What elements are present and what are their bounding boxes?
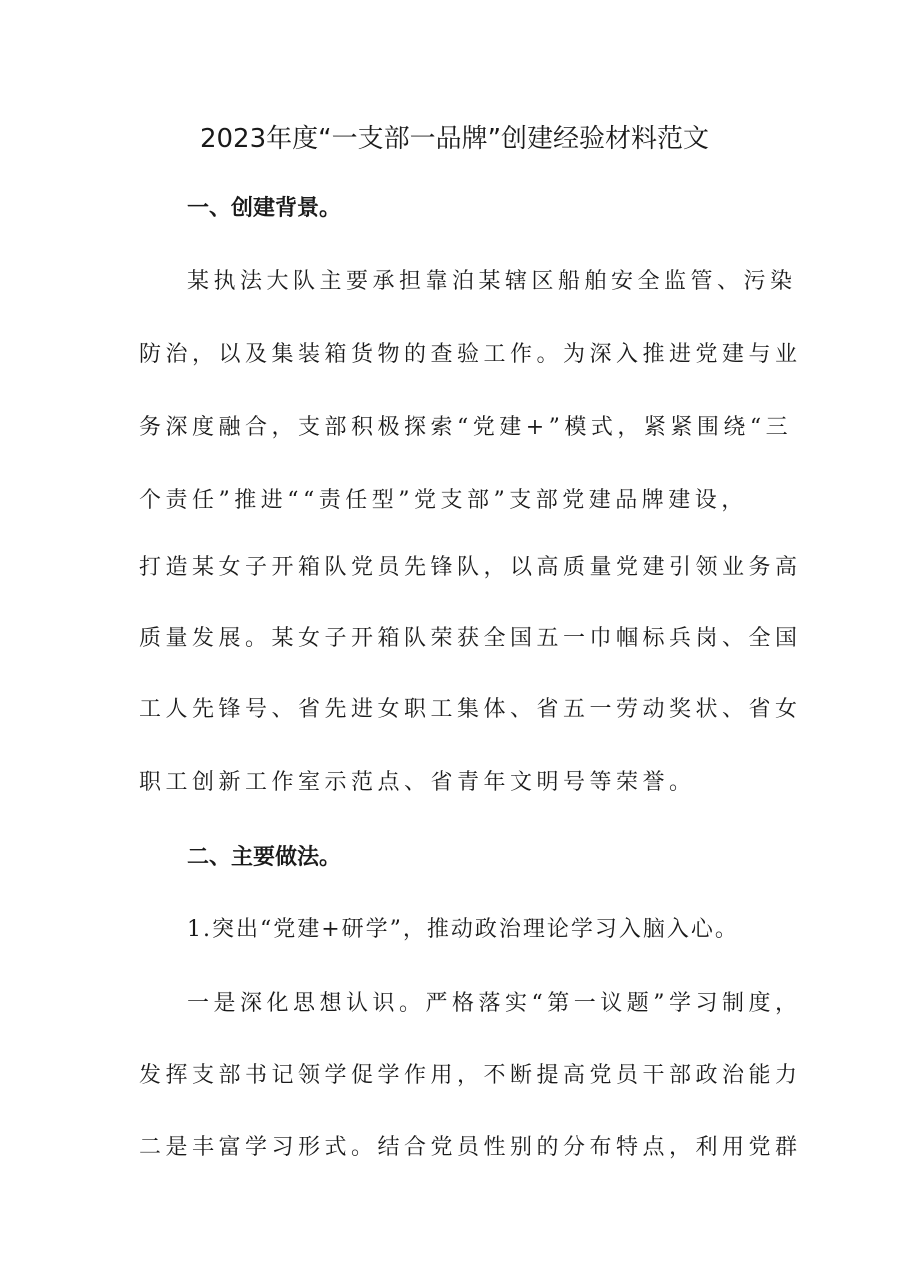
- document-title: 2023年度“一支部一品牌”创建经验材料范文: [199, 124, 710, 154]
- section-heading-practices: 二、主要做法。: [187, 845, 342, 870]
- paragraph-line: 某执法大队主要承担靠泊某辖区船舶安全监管、污染: [187, 269, 797, 294]
- paragraph-line: 工人先锋号、省先进女职工集体、省五一劳动奖状、省女: [139, 697, 802, 722]
- paragraph-line: 个责任”推进““责任型”党支部”支部党建品牌建设，: [139, 488, 748, 513]
- paragraph-line: 发挥支部书记领学促学作用，不断提高党员干部政治能力: [139, 1063, 802, 1088]
- paragraph-line: 质量发展。某女子开箱队荣获全国五一巾帼标兵岗、全国: [139, 626, 802, 651]
- paragraph-line: 一是深化思想认识。严格落实“第一议题”学习制度，: [187, 991, 802, 1016]
- paragraph-line: 职工创新工作室示范点、省青年文明号等荣誉。: [139, 770, 696, 795]
- paragraph-line: 二是丰富学习形式。结合党员性别的分布特点，利用党群: [139, 1135, 802, 1160]
- subsection-heading: 1.突出“党建+研学”，推动政治理论学习入脑入心。: [187, 917, 739, 942]
- paragraph-line: 务深度融合，支部积极探索“党建+”模式，紧紧围绕“三: [139, 415, 793, 440]
- paragraph-line: 防治，以及集装箱货物的查验工作。为深入推进党建与业: [139, 342, 802, 367]
- paragraph-line: 打造某女子开箱队党员先锋队，以高质量党建引领业务高: [139, 555, 802, 580]
- section-heading-background: 一、创建背景。: [187, 196, 342, 221]
